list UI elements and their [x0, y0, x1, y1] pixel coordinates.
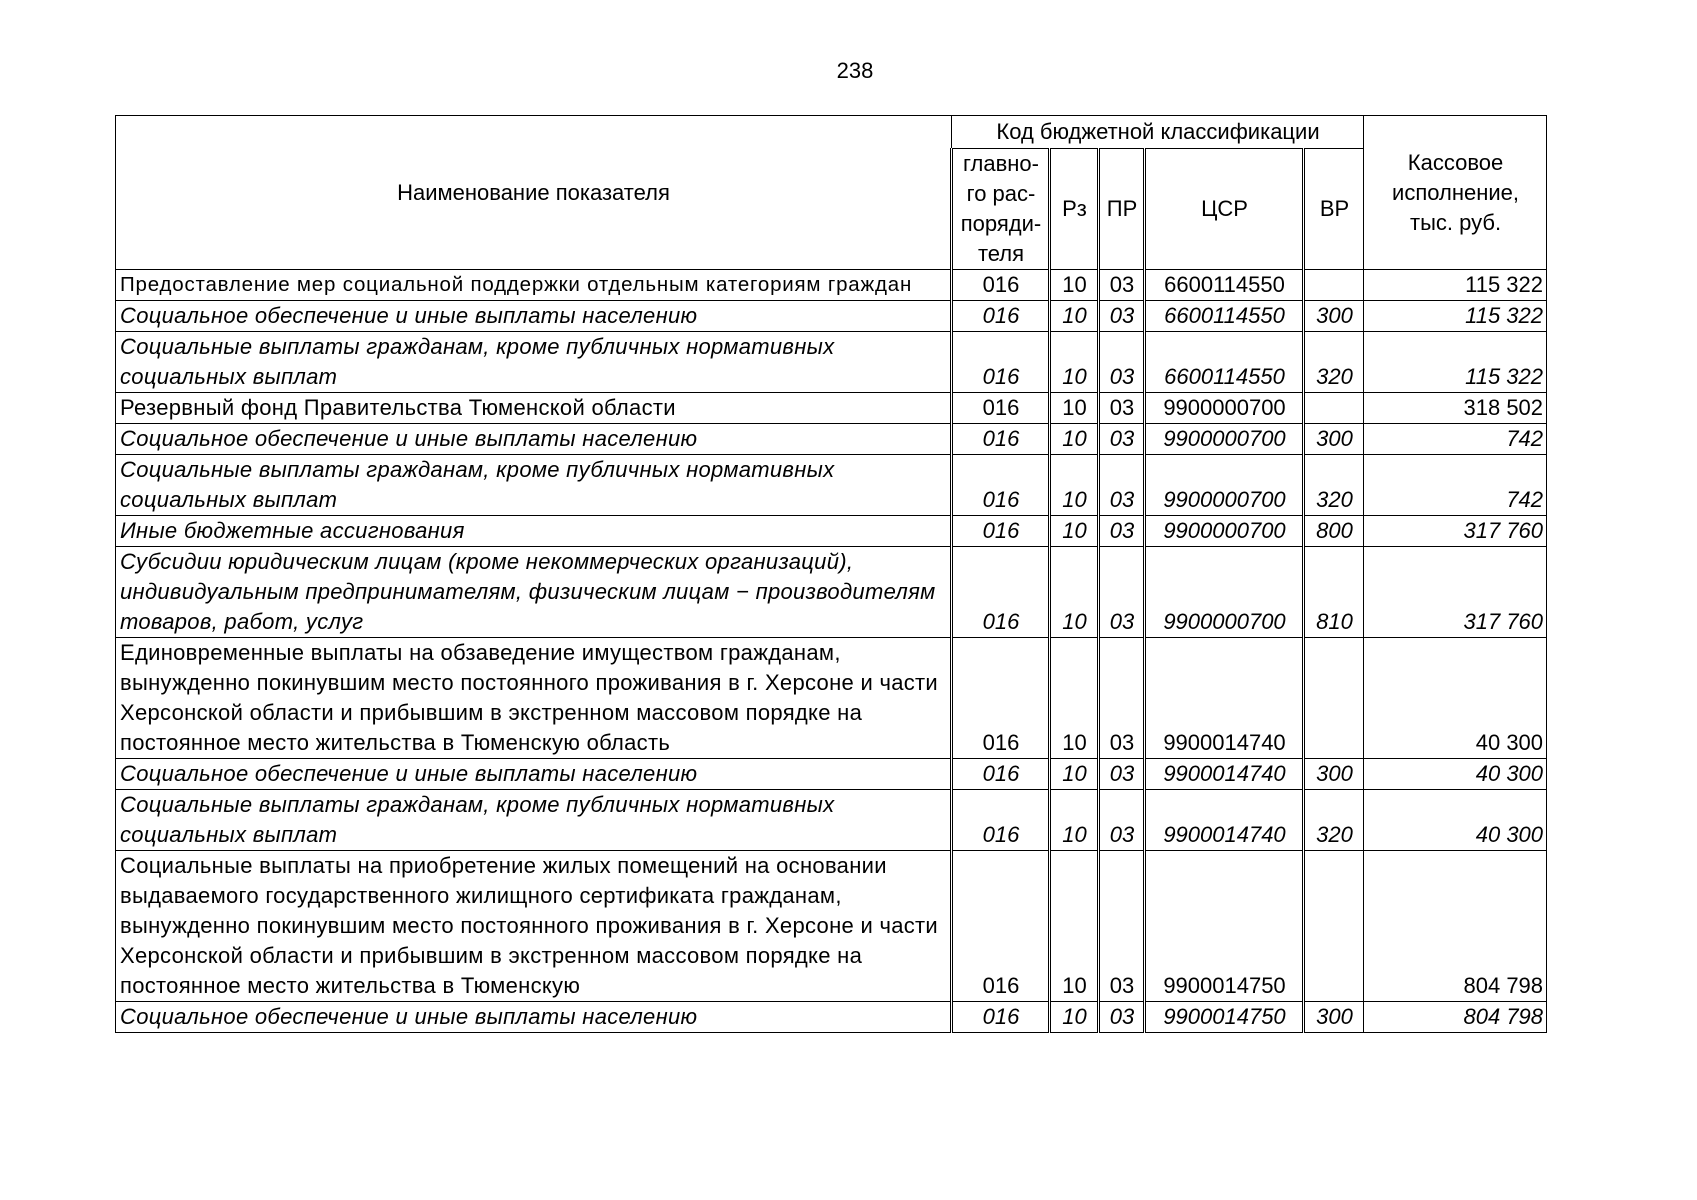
header-main-manager-line: го рас- — [966, 181, 1036, 206]
row-csr: 9900014740 — [1145, 759, 1304, 790]
row-pr: 03 — [1099, 270, 1145, 301]
table-row — [116, 332, 1547, 393]
row-csr: 9900000700 — [1145, 393, 1304, 424]
row-name: Резервный фонд Правительства Тюменской области — [116, 393, 952, 424]
table-row — [116, 547, 1547, 638]
row-amount: 742 — [1364, 455, 1547, 516]
row-pr: 03 — [1099, 759, 1145, 790]
row-name: Социальные выплаты на приобретение жилых помещений на основании выдаваемого государственного жилищного сертификата гражданам, вынужденно покинувшим место постоянного проживания в г. Херсоне и части Херсонской области и прибывшим в экстренном массовом порядке на постоянное место жительства в Тюменскую — [116, 851, 952, 1002]
row-rz: 10 — [1050, 270, 1099, 301]
row-gr: 016 — [952, 332, 1050, 393]
row-name: Предоставление мер социальной поддержки отдельным категориям граждан — [116, 270, 952, 301]
row-name: Социальные выплаты гражданам, кроме публичных нормативных социальных выплат — [116, 332, 952, 393]
row-rz: 10 — [1050, 332, 1099, 393]
row-vr: 300 — [1304, 1002, 1364, 1033]
row-amount: 115 322 — [1364, 270, 1547, 301]
header-budget-code-group: Код бюджетной классификации — [952, 116, 1364, 149]
header-csr: ЦСР — [1145, 149, 1304, 270]
table-body — [116, 270, 1547, 1033]
row-vr: 320 — [1304, 332, 1364, 393]
row-amount: 804 798 — [1364, 1002, 1547, 1033]
row-csr: 9900014740 — [1145, 638, 1304, 759]
row-amount: 804 798 — [1364, 851, 1547, 1002]
row-name: Социальное обеспечение и иные выплаты населению — [116, 759, 952, 790]
header-cash-execution-line: исполнение, — [1392, 179, 1520, 205]
table-row — [116, 270, 1547, 301]
row-csr: 6600114550 — [1145, 332, 1304, 393]
row-vr — [1304, 393, 1364, 424]
row-gr: 016 — [952, 1002, 1050, 1033]
budget-execution-table — [115, 115, 1547, 1033]
row-rz: 10 — [1050, 393, 1099, 424]
row-csr: 6600114550 — [1145, 301, 1304, 332]
row-pr: 03 — [1099, 455, 1145, 516]
row-rz: 10 — [1050, 455, 1099, 516]
row-gr: 016 — [952, 455, 1050, 516]
header-main-manager-line: главно- — [962, 151, 1039, 176]
row-gr: 016 — [952, 301, 1050, 332]
row-csr: 9900014740 — [1145, 790, 1304, 851]
row-rz: 10 — [1050, 1002, 1099, 1033]
table-row — [116, 455, 1547, 516]
row-gr: 016 — [952, 638, 1050, 759]
row-csr: 9900000700 — [1145, 516, 1304, 547]
row-vr: 300 — [1304, 301, 1364, 332]
row-csr: 9900000700 — [1145, 455, 1304, 516]
row-gr: 016 — [952, 270, 1050, 301]
header-cash-execution-line: Кассовое — [1407, 149, 1504, 175]
row-gr: 016 — [952, 393, 1050, 424]
table-row — [116, 301, 1547, 332]
row-pr: 03 — [1099, 790, 1145, 851]
row-rz: 10 — [1050, 547, 1099, 638]
row-vr — [1304, 638, 1364, 759]
row-vr: 810 — [1304, 547, 1364, 638]
row-amount: 742 — [1364, 424, 1547, 455]
row-name: Социальные выплаты гражданам, кроме публичных нормативных социальных выплат — [116, 455, 952, 516]
row-pr: 03 — [1099, 638, 1145, 759]
row-gr: 016 — [952, 851, 1050, 1002]
header-vr: ВР — [1304, 149, 1364, 270]
row-amount: 317 760 — [1364, 547, 1547, 638]
row-name: Субсидии юридическим лицам (кроме некоммерческих организаций), индивидуальным предпринимателям, физическим лицам − производителям товаров, работ, услуг — [116, 547, 952, 638]
row-rz: 10 — [1050, 424, 1099, 455]
row-name: Единовременные выплаты на обзаведение имуществом гражданам, вынужденно покинувшим место постоянного проживания в г. Херсоне и части Херсонской области и прибывшим в экстренном массовом порядке на постоянное место жительства в Тюменскую область — [116, 638, 952, 759]
row-rz: 10 — [1050, 851, 1099, 1002]
header-main-manager-line: теля — [977, 241, 1025, 266]
row-vr: 800 — [1304, 516, 1364, 547]
row-pr: 03 — [1099, 393, 1145, 424]
row-csr: 9900014750 — [1145, 1002, 1304, 1033]
row-gr: 016 — [952, 516, 1050, 547]
table-row — [116, 759, 1547, 790]
header-main-manager-line: поряди- — [960, 211, 1042, 236]
row-pr: 03 — [1099, 332, 1145, 393]
row-pr: 03 — [1099, 851, 1145, 1002]
row-gr: 016 — [952, 790, 1050, 851]
header-indicator-name: Наименование показателя — [116, 116, 952, 270]
row-vr: 300 — [1304, 759, 1364, 790]
row-csr: 6600114550 — [1145, 270, 1304, 301]
row-rz: 10 — [1050, 638, 1099, 759]
row-rz: 10 — [1050, 516, 1099, 547]
row-csr: 9900014750 — [1145, 851, 1304, 1002]
row-vr: 320 — [1304, 455, 1364, 516]
row-pr: 03 — [1099, 547, 1145, 638]
row-amount: 317 760 — [1364, 516, 1547, 547]
header-main-manager — [952, 149, 1050, 270]
row-amount: 318 502 — [1364, 393, 1547, 424]
row-rz: 10 — [1050, 759, 1099, 790]
table-row — [116, 424, 1547, 455]
page-number: 238 — [836, 58, 874, 83]
row-vr — [1304, 851, 1364, 1002]
row-amount: 115 322 — [1364, 301, 1547, 332]
table-row — [116, 516, 1547, 547]
row-vr: 300 — [1304, 424, 1364, 455]
row-gr: 016 — [952, 424, 1050, 455]
row-vr — [1304, 270, 1364, 301]
header-cash-execution — [1364, 116, 1547, 270]
table-row — [116, 790, 1547, 851]
row-pr: 03 — [1099, 301, 1145, 332]
table-row — [116, 638, 1547, 759]
row-name: Социальное обеспечение и иные выплаты населению — [116, 424, 952, 455]
row-pr: 03 — [1099, 1002, 1145, 1033]
table-row — [116, 1002, 1547, 1033]
table-row — [116, 393, 1547, 424]
row-gr: 016 — [952, 759, 1050, 790]
row-amount: 40 300 — [1364, 638, 1547, 759]
row-csr: 9900000700 — [1145, 424, 1304, 455]
header-pr: ПР — [1099, 149, 1145, 270]
header-rz: Рз — [1050, 149, 1099, 270]
row-vr: 320 — [1304, 790, 1364, 851]
row-gr: 016 — [952, 547, 1050, 638]
row-rz: 10 — [1050, 790, 1099, 851]
row-name: Социальное обеспечение и иные выплаты населению — [116, 301, 952, 332]
row-amount: 40 300 — [1364, 790, 1547, 851]
row-pr: 03 — [1099, 424, 1145, 455]
row-name: Социальные выплаты гражданам, кроме публичных нормативных социальных выплат — [116, 790, 952, 851]
row-name: Иные бюджетные ассигнования — [116, 516, 952, 547]
row-amount: 40 300 — [1364, 759, 1547, 790]
row-pr: 03 — [1099, 516, 1145, 547]
row-amount: 115 322 — [1364, 332, 1547, 393]
row-rz: 10 — [1050, 301, 1099, 332]
header-cash-execution-line: тыс. руб. — [1410, 209, 1502, 235]
row-csr: 9900000700 — [1145, 547, 1304, 638]
table-row — [116, 851, 1547, 1002]
row-name: Социальное обеспечение и иные выплаты населению — [116, 1002, 952, 1033]
